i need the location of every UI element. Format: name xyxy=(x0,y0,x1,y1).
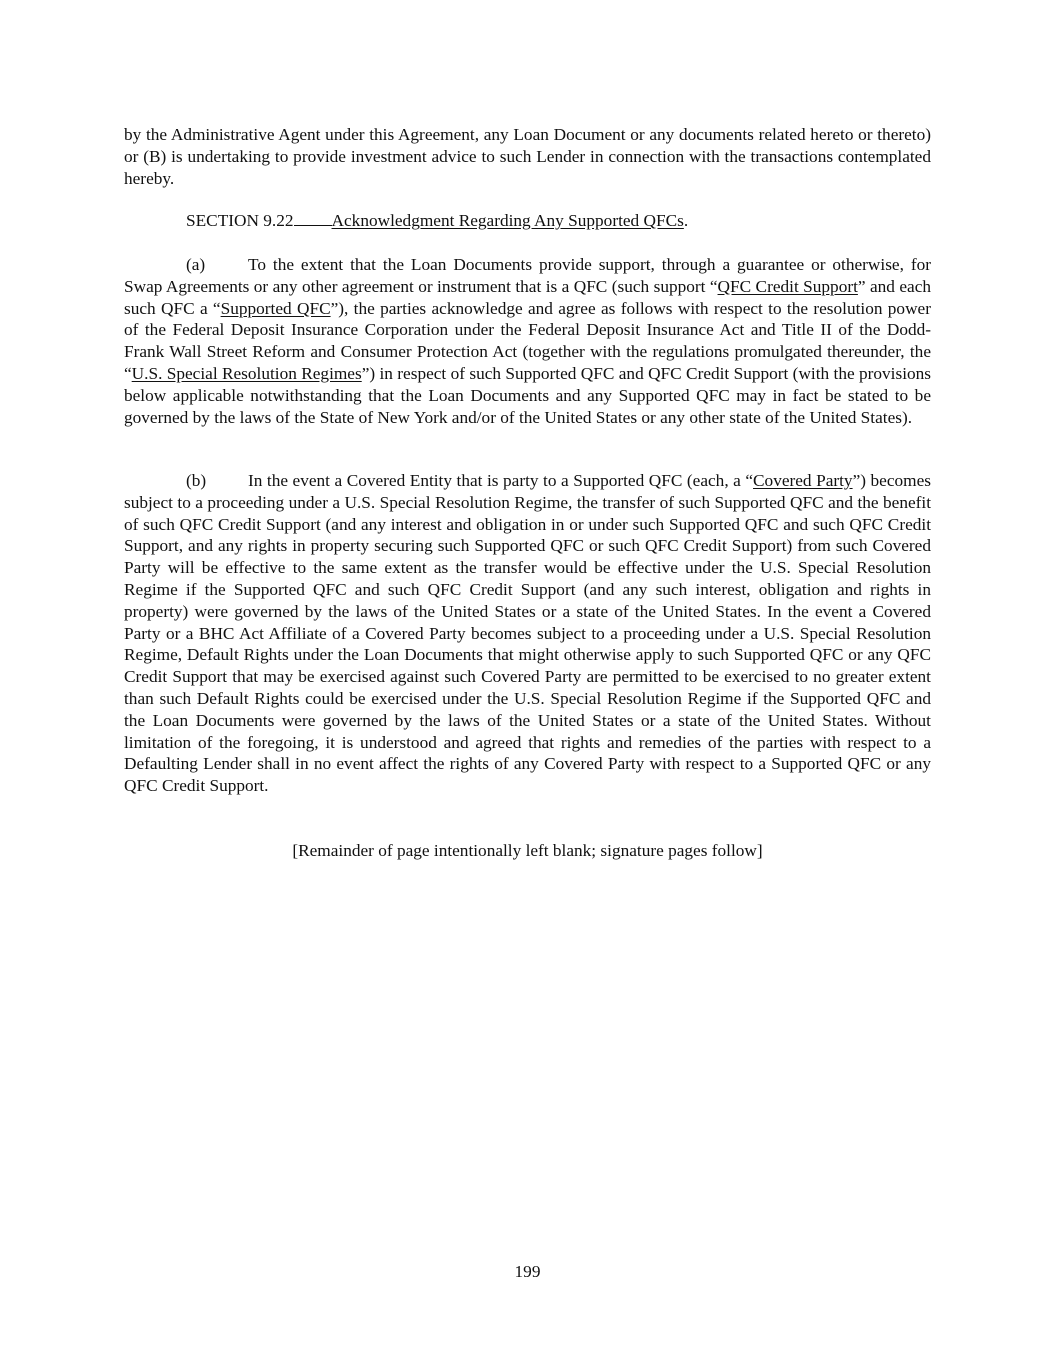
paragraph-a-text-3: ”), the parties acknowledge and agree as follows with respect to the resolution power of the Federal Deposit Insurance Corporation under the Federal Deposit Insurance Act and Title II of the Dodd-Frank Wall Street Reform and Consumer Protection Act (together with the regulations promulgated thereunder, the “ xyxy=(124,298,931,383)
paragraph-b xyxy=(124,470,931,797)
intro-paragraph: by the Administrative Agent under this Agreement, any Loan Document or any documents related hereto or thereto) or (B) is undertaking to provide investment advice to such Lender in connection with the transactions contemplated hereby. xyxy=(124,125,931,188)
section-title: Acknowledgment Regarding Any Supported QFCs xyxy=(331,211,684,230)
section-number: SECTION 9.22 xyxy=(186,211,294,230)
paragraph-a-text-1: To the extent that the Loan Documents provide support, through a guarantee or otherwise, for Swap Agreements or any other agreement or instrument that is a QFC (such support “ xyxy=(124,255,931,296)
page-number: 199 xyxy=(514,1262,541,1281)
paragraph-a-label: (a) xyxy=(186,255,206,274)
paragraph-a-text-4: ”) in respect of such Supported QFC and QFC Credit Support (with the provisions below applicable notwithstanding that the Loan Documents and any Supported QFC may in fact be stated to be governed by the laws of the State of New York and/or of the United States or any other state of the United States). xyxy=(124,363,932,427)
defined-term-us-special-resolution-regimes: U.S. Special Resolution Regimes xyxy=(131,363,362,383)
section-title-end: . xyxy=(683,211,689,230)
paragraph-b-text-1: In the event a Covered Entity that is party to a Supported QFC (each, a “ xyxy=(248,471,754,490)
paragraph-a-text-2: ” and each such QFC a “ xyxy=(124,276,932,318)
paragraph-a xyxy=(124,254,931,428)
defined-term-covered-party: Covered Party xyxy=(753,471,853,490)
defined-term-supported-qfc: Supported QFC xyxy=(220,298,331,318)
paragraph-b-label: (b) xyxy=(186,471,207,490)
paragraph-b-text-2: ”) becomes subject to a proceeding under a U.S. Special Resolution Regime, the transfer of such Supported QFC and the benefit of such QFC Credit Support (and any interest and obligation in or under such Supported QFC and such QFC Credit Support, and any rights in property securing such Supported QFC or such QFC Credit Support) from such Covered Party will be effective to the same extent as the transfer would be effective under the U.S. Special Resolution Regime if the Supported QFC and such QFC Credit Support (and any such interest, obligation and rights in property) were governed by the laws of the United States or a state of the United States. In the event a Covered Party or a BHC Act Affiliate of a Covered Party becomes subject to a proceeding under a U.S. Special Resolution Regime, Default Rights under the Loan Documents that might otherwise apply to such Supported QFC or any QFC Credit Support that may be exercised against such Covered Party are permitted to be exercised to no greater extent than such Default Rights could be exercised under the U.S. Special Resolution Regime if the Supported QFC and the Loan Documents were governed by the laws of the United States or a state of the United States. Without limitation of the foregoing, it is understood and agreed that rights and remedies of the parties with respect to a Defaulting Lender shall in no event affect the rights of any Covered Party with respect to a Supported QFC or any QFC Credit Support. xyxy=(124,471,931,796)
section-heading xyxy=(124,210,931,232)
defined-term-qfc-credit-support: QFC Credit Support xyxy=(717,276,858,296)
heading-tab-underline xyxy=(294,210,332,226)
closing-note: [Remainder of page intentionally left blank; signature pages follow] xyxy=(292,841,763,860)
